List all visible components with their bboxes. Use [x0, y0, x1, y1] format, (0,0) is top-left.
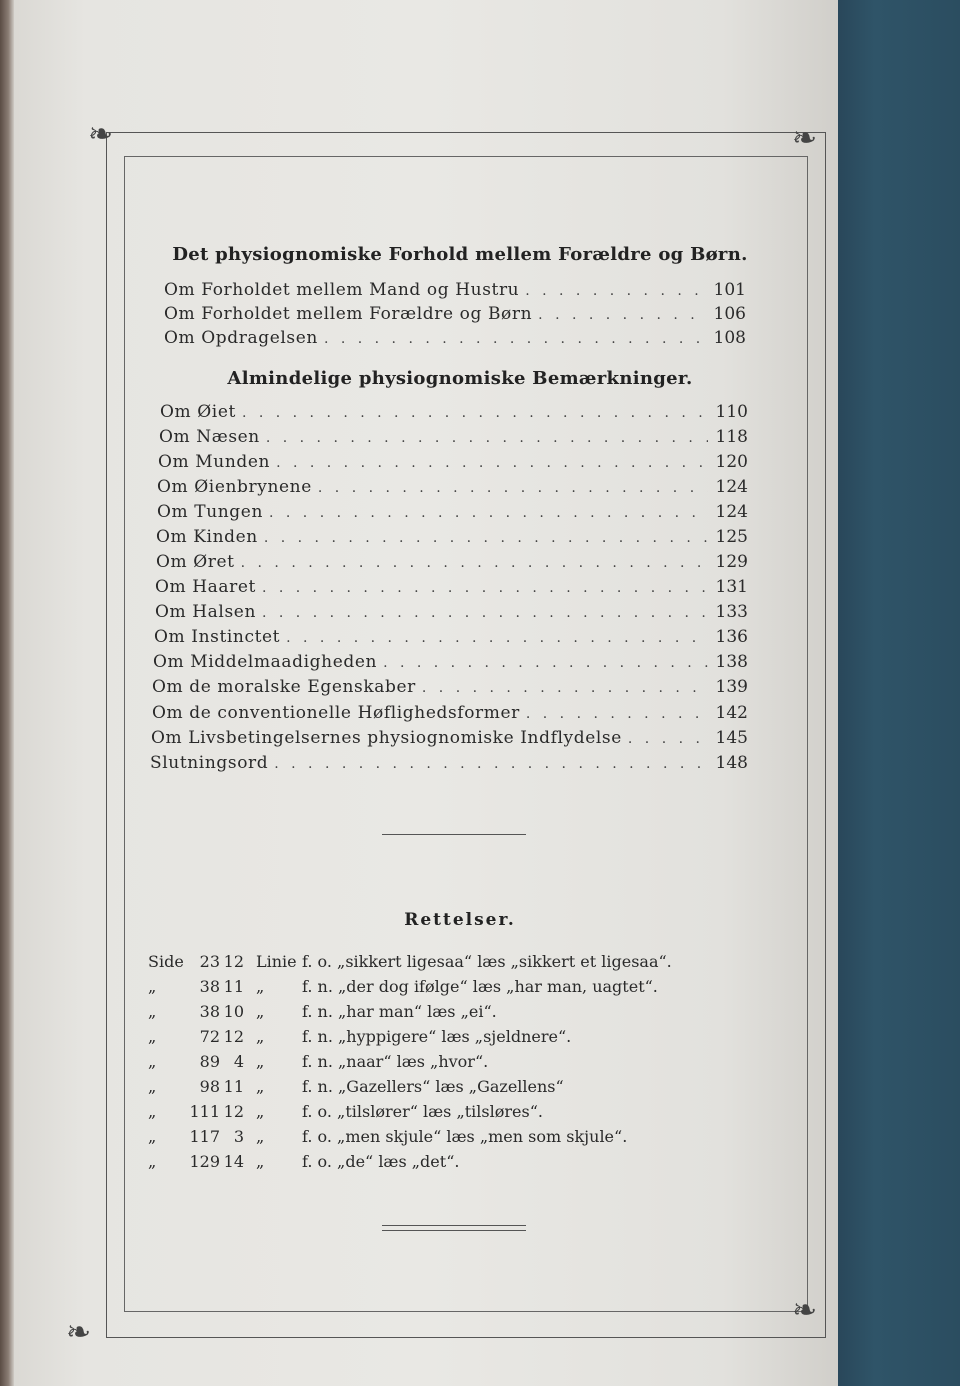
leader-dots [324, 331, 706, 347]
leader-dots [262, 605, 708, 621]
toc-entry [158, 452, 748, 474]
errata-linie: „ [256, 1027, 265, 1046]
toc-entry-page: 106 [713, 304, 746, 324]
leader-dots [628, 731, 708, 747]
toc-entry-page: 138 [715, 652, 748, 672]
toc-entry-page: 129 [715, 552, 748, 572]
errata-side: „ [148, 1127, 157, 1146]
errata-line: 14 [223, 1152, 244, 1171]
toc-entry-page: 142 [715, 703, 748, 723]
errata-side: „ [148, 977, 157, 996]
leader-dots [383, 655, 708, 671]
toc-entry [155, 577, 748, 599]
errata-side: „ [148, 1027, 157, 1046]
errata-text: f. o. „sikkert ligesaa“ læs „sikkert et ligesaa“. [302, 952, 672, 971]
leader-dots [526, 706, 708, 722]
errata-linie: „ [256, 977, 265, 996]
errata-text: f. n. „har man“ læs „ei“. [302, 1002, 497, 1021]
leader-dots [262, 580, 708, 596]
toc-entry [151, 728, 748, 750]
divider [382, 834, 526, 835]
errata-page: 98 [199, 1077, 220, 1096]
toc-entry-title: Om Middelmaadigheden [153, 652, 378, 672]
errata-page: 38 [199, 977, 220, 996]
errata-page: 72 [199, 1027, 220, 1046]
toc-entry [156, 527, 748, 549]
toc-entry-page: 118 [715, 427, 748, 447]
toc-entry-title: Om Kinden [156, 527, 258, 547]
toc-entry [160, 402, 748, 424]
errata-linie: „ [256, 1052, 265, 1071]
toc-entry [154, 627, 748, 649]
toc-entry-page: 139 [715, 677, 748, 697]
toc-entry-title: Om Opdragelsen [164, 328, 318, 348]
errata-linie: „ [256, 1077, 265, 1096]
toc-entry [164, 304, 746, 326]
errata-side: „ [148, 1152, 157, 1171]
toc-entry-page: 124 [715, 502, 748, 522]
toc-entry-page: 120 [715, 452, 748, 472]
toc-entry-page: 133 [715, 602, 748, 622]
errata-page: 117 [189, 1127, 220, 1146]
errata-text: f. n. „der dog ifølge“ læs „har man, uagtet“. [302, 977, 658, 996]
toc-entry-title: Om Haaret [155, 577, 256, 597]
toc-entry-page: 145 [715, 728, 748, 748]
errata-line: 12 [223, 952, 244, 971]
corner-ornament-icon: ❧ [792, 121, 818, 156]
toc-entry [159, 427, 748, 449]
toc-entry [152, 703, 748, 725]
toc-entry-title: Om Instinctet [154, 627, 281, 647]
toc-entry-title: Om Forholdet mellem Mand og Hustru [164, 280, 520, 300]
errata-line: 10 [223, 1002, 244, 1021]
leader-dots [538, 307, 706, 323]
toc-entry [153, 652, 748, 674]
toc-entry-title: Om Næsen [159, 427, 260, 447]
errata-linie: Linie [256, 952, 297, 971]
errata-side: Side [148, 952, 184, 971]
leader-dots [286, 630, 708, 646]
errata-line: 12 [223, 1102, 244, 1121]
leader-dots [264, 530, 708, 546]
leader-dots [276, 455, 708, 471]
toc-entry [164, 280, 746, 302]
toc-entry-page: 108 [713, 328, 746, 348]
errata-line: 3 [233, 1127, 244, 1146]
leader-dots [242, 405, 708, 421]
corner-ornament-icon: ❧ [792, 1293, 818, 1328]
errata-text: f. o. „de“ læs „det“. [302, 1152, 460, 1171]
errata-side: „ [148, 1052, 157, 1071]
toc-entry-page: 110 [715, 402, 748, 422]
section-heading: Det physiognomiske Forhold mellem Forældre og Børn. [172, 244, 748, 265]
errata-page: 38 [199, 1002, 220, 1021]
errata-line: 4 [233, 1052, 244, 1071]
errata-page: 23 [199, 952, 220, 971]
toc-entry [157, 477, 748, 499]
errata-line: 12 [223, 1027, 244, 1046]
toc-entry [157, 502, 748, 524]
errata-text: f. o. „men skjule“ læs „men som skjule“. [302, 1127, 628, 1146]
errata-heading: Rettelser. [404, 910, 516, 930]
toc-entry-title: Om Øienbrynene [157, 477, 312, 497]
errata-text: f. o. „tilslører“ læs „tilsløres“. [302, 1102, 543, 1121]
toc-entry-page: 124 [715, 477, 748, 497]
toc-entry-page: 148 [715, 753, 748, 773]
errata-linie: „ [256, 1002, 265, 1021]
toc-entry-page: 101 [713, 280, 746, 300]
toc-entry-title: Om de moralske Egenskaber [152, 677, 416, 697]
book-cover [838, 0, 960, 1386]
errata-page: 111 [189, 1102, 220, 1121]
book-spine [0, 0, 14, 1386]
toc-entry-page: 131 [715, 577, 748, 597]
leader-dots [266, 430, 708, 446]
toc-entry-title: Om Øret [156, 552, 235, 572]
corner-ornament-icon: ❧ [66, 1315, 92, 1350]
toc-entry-page: 125 [715, 527, 748, 547]
leader-dots [274, 756, 708, 772]
errata-linie: „ [256, 1102, 265, 1121]
errata-text: f. n. „hyppigere“ læs „sjeldnere“. [302, 1027, 572, 1046]
toc-entry-page: 136 [715, 627, 748, 647]
errata-line: 11 [223, 1077, 244, 1096]
corner-ornament-icon: ❧ [88, 117, 114, 152]
leader-dots [241, 555, 708, 571]
errata-side: „ [148, 1077, 157, 1096]
toc-entry [150, 753, 748, 775]
section-heading: Almindelige physiognomiske Bemærkninger. [227, 368, 693, 389]
errata-linie: „ [256, 1127, 265, 1146]
errata-side: „ [148, 1002, 157, 1021]
toc-entry [156, 552, 748, 574]
errata-line: 11 [223, 977, 244, 996]
leader-dots [525, 283, 706, 299]
errata-text: f. n. „naar“ læs „hvor“. [302, 1052, 489, 1071]
toc-entry-title: Om de conventionelle Høflighedsformer [152, 703, 520, 723]
end-rule-top [382, 1225, 526, 1226]
toc-entry [155, 602, 748, 624]
errata-page: 129 [189, 1152, 220, 1171]
leader-dots [318, 480, 708, 496]
toc-entry [164, 328, 746, 350]
toc-entry-title: Slutningsord [150, 753, 269, 773]
errata-text: f. n. „Gazellers“ læs „Gazellens“ [302, 1077, 564, 1096]
errata-page: 89 [199, 1052, 220, 1071]
leader-dots [422, 680, 708, 696]
toc-entry [152, 677, 748, 699]
toc-entry-title: Om Livsbetingelsernes physiognomiske Indflydelse [151, 728, 622, 748]
toc-entry-title: Om Tungen [157, 502, 263, 522]
end-rule-bottom [382, 1230, 526, 1231]
toc-entry-title: Om Forholdet mellem Forældre og Børn [164, 304, 533, 324]
toc-entry-title: Om Halsen [155, 602, 256, 622]
toc-entry-title: Om Øiet [160, 402, 236, 422]
toc-entry-title: Om Munden [158, 452, 271, 472]
leader-dots [269, 505, 708, 521]
errata-side: „ [148, 1102, 157, 1121]
errata-linie: „ [256, 1152, 265, 1171]
